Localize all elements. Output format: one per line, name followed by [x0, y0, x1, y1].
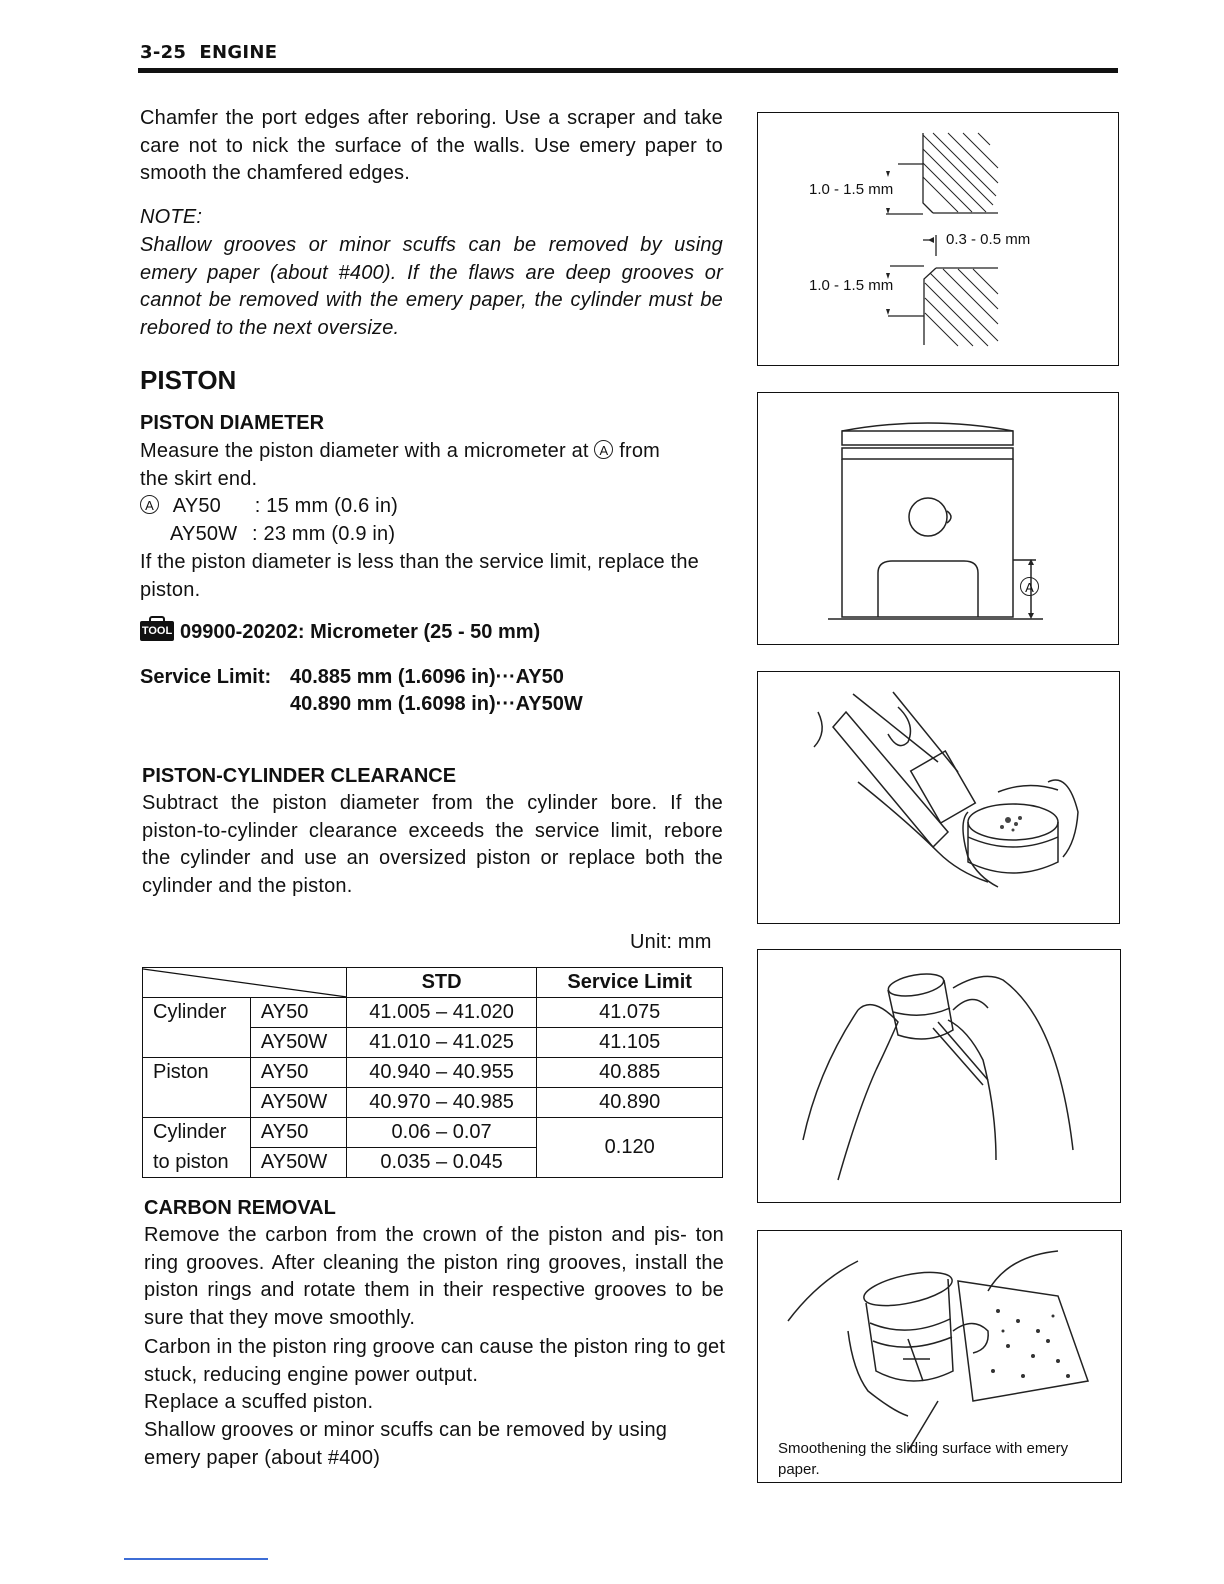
micrometer-illustration: [758, 672, 1121, 925]
emery-caption: Smoothening the sliding surface with emery paper.: [778, 1440, 1069, 1478]
section-name: ENGINE: [199, 42, 278, 63]
piston-figure: [757, 392, 1119, 645]
chamfer-figure: [757, 112, 1119, 366]
footer-rule: [124, 1558, 268, 1560]
note-text: Shallow grooves or minor scuffs can be removed by using emery paper (about #400). If the flaws are deep grooves or cannot be removed with the emery paper, the cylinder must be rebored to the next oversize.: [140, 234, 723, 339]
table-row: AY50W 41.010 – 41.025 41.105: [143, 1028, 723, 1058]
dim-mid-label: 0.3 - 0.5 mm: [946, 231, 1031, 248]
intro-paragraph: Chamfer the port edges after reboring. Use a scraper and take care not to nick the surface of the walls. Use emery paper to smooth the chamfered edges.: [140, 107, 723, 184]
replace-text: If the piston diameter is less than the service limit, replace the piston.: [140, 551, 700, 601]
tool-line: TOOL 09900-20202: Micrometer (25 - 50 mm): [141, 621, 541, 643]
dim-top-label: 1.0 - 1.5 mm: [809, 181, 894, 198]
service-limit-ay50w: 40.890 mm (1.6098 in)···AY50W: [290, 693, 583, 715]
diameter-spec: A AY50 : 15 mm (0.6 in) AY50W : 23 mm (0.9 in): [140, 493, 398, 548]
micrometer-figure: [757, 671, 1120, 924]
carbon-text-4: Shallow grooves or minor scuffs can be removed by using emery paper (about #400): [144, 1419, 668, 1469]
note-label: NOTE:: [140, 206, 203, 228]
service-limit-label: Service Limit:: [140, 666, 272, 688]
unit-label: Unit: mm: [630, 931, 712, 953]
marker-a: A: [594, 440, 613, 459]
table-row: Cylinder AY50 0.06 – 0.07 0.120: [143, 1118, 723, 1148]
page-header: [140, 42, 277, 63]
spec-table: [142, 967, 723, 1178]
table-row: Piston AY50 40.940 – 40.955 40.885: [143, 1058, 723, 1088]
page-number: 3-25: [140, 42, 187, 63]
spec-table-wrap: [142, 967, 723, 1185]
dim-bottom-label: 1.0 - 1.5 mm: [809, 277, 894, 294]
table-corner: [143, 968, 347, 998]
ring-illustration: [758, 950, 1122, 1204]
piston-title: PISTON: [140, 365, 237, 395]
table-row: AY50W 40.970 – 40.985 40.890: [143, 1088, 723, 1118]
ring-figure: [757, 949, 1121, 1203]
table-row: to piston AY50W 0.035 – 0.045: [143, 1148, 723, 1178]
piston-diameter-title: PISTON DIAMETER: [140, 412, 325, 434]
carbon-text-3: Replace a scuffed piston.: [144, 1391, 374, 1413]
carbon-title: CARBON REMOVAL: [144, 1197, 336, 1219]
diameter-text: Measure the piston diameter with a micrometer at A from the skirt end.: [140, 440, 661, 490]
col-service-limit: Service Limit: [537, 968, 723, 998]
col-std: STD: [346, 968, 537, 998]
piston-diagram: [758, 393, 1120, 646]
carbon-text-1: Remove the carbon from the crown of the piston and pis- ton ring grooves. After cleaning the piston ring grooves, install the piston rings and rotate them in their respective grooves to be sure that they move smoothly.: [144, 1224, 724, 1329]
clearance-title: PISTON-CYLINDER CLEARANCE: [142, 765, 457, 787]
emery-figure: [757, 1230, 1122, 1483]
table-row: Cylinder AY50 41.005 – 41.020 41.075: [143, 998, 723, 1028]
marker-a: A: [140, 495, 159, 514]
service-limit-ay50: 40.885 mm (1.6096 in)···AY50: [290, 666, 564, 688]
carbon-text-2: Carbon in the piston ring groove can cause the piston ring to get stuck, reducing engine power output.: [144, 1336, 726, 1386]
tool-icon: TOOL: [140, 621, 174, 641]
chamfer-diagram: [758, 113, 1120, 367]
piston-marker: A: [1020, 577, 1039, 599]
header-rule: [138, 68, 1118, 73]
clearance-text: Subtract the piston diameter from the cylinder bore. If the piston-to-cylinder clearance exceeds the service limit, rebore the cylinder and use an oversized piston or replace both the cylinder and the piston.: [142, 792, 723, 897]
